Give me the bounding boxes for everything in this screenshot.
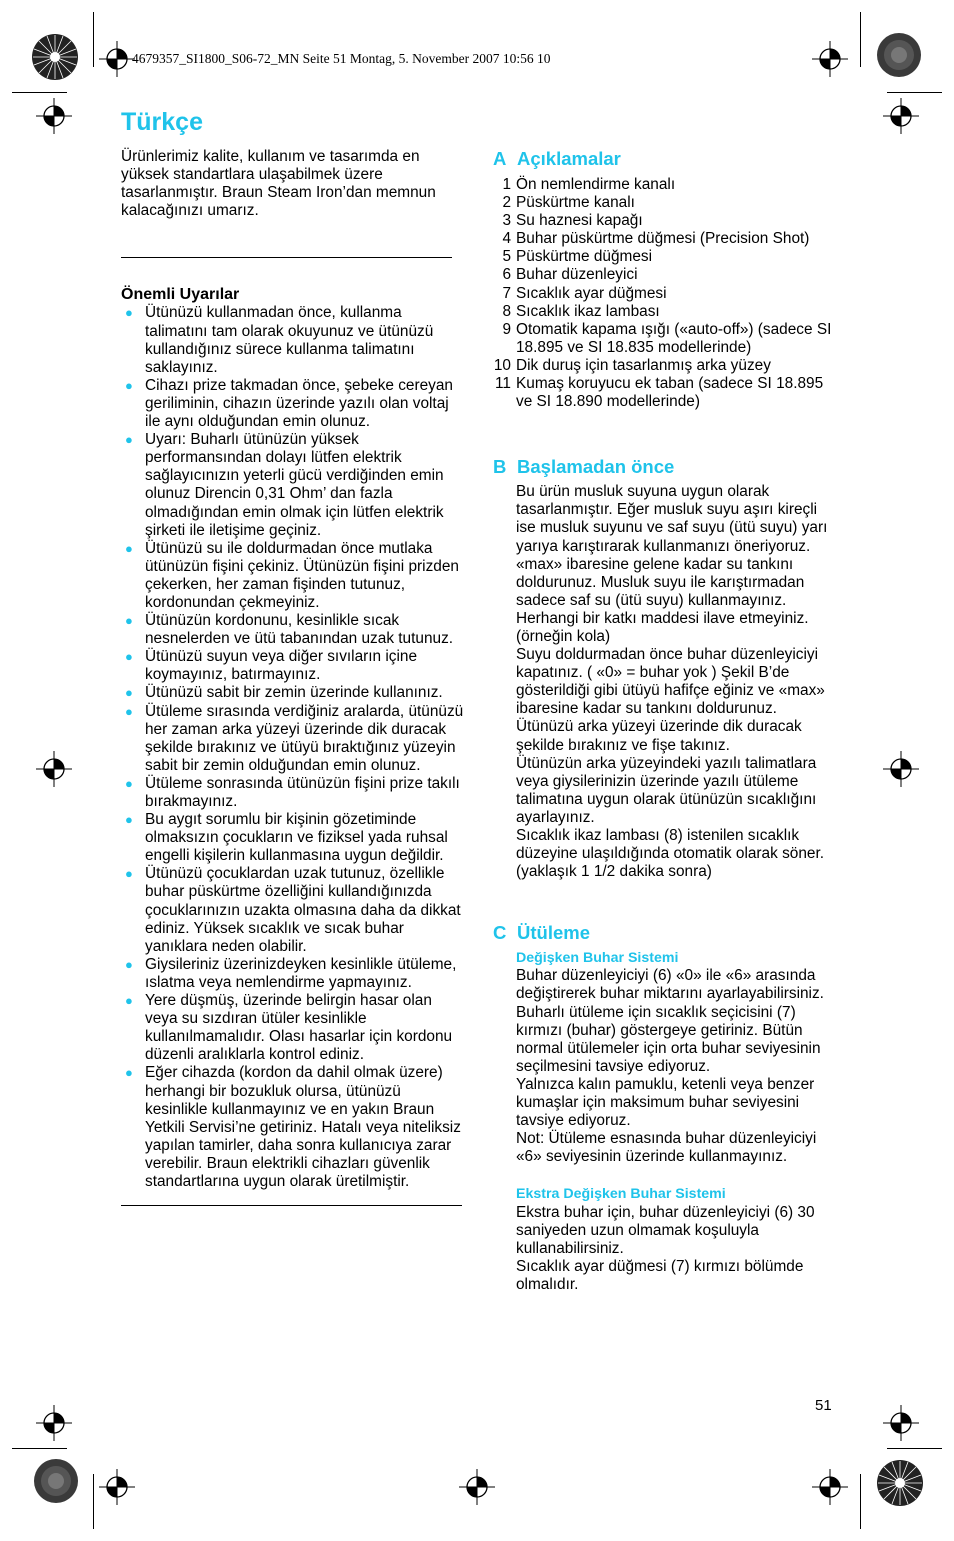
color-wheel-icon [30, 32, 80, 82]
registration-mark-icon [883, 98, 919, 134]
bullet-icon: ● [125, 1065, 133, 1081]
list-item: 4 Buhar püskürtme düğmesi (Precision Shot) [502, 230, 810, 248]
divider [121, 1205, 462, 1206]
list-item: ● Ütünüzü suyun veya diğer sıvıların içine koymayınız, batırmayınız. [125, 648, 418, 684]
list-item: 3 Su haznesi kapağı [502, 212, 643, 230]
registration-mark-icon [883, 751, 919, 787]
paragraph: Bu ürün musluk suyuna uygun olarak tasarlanmıştır. Eğer musluk suyu aşırı kireçli ise musluk suyunu ve saf suyu (ütü suyu) yarı yarıya karıştırarak kullanmanızı öneriyoruz. «max» ibaresine gelene kadar su tankını doldurunuz. Musluk suyu ile karıştırmadan sadece saf su (ütü suyu) kullanmayınız. Herhangi bir katkı maddesi ilave etmeyiniz. (örneğin kola) [516, 483, 828, 645]
bullet-icon: ● [125, 305, 133, 321]
section-b-body [493, 483, 838, 881]
page-title: Türkçe [121, 108, 203, 136]
warnings-list [121, 304, 466, 1191]
section-a-heading: A Açıklamalar [493, 148, 621, 169]
list-item: 11 Kumaş koruyucu ek taban (sadece SI 18.895 ve SI 18.890 modellerinde) [495, 375, 824, 411]
registration-mark-icon [36, 1405, 72, 1441]
bullet-icon: ● [125, 703, 133, 719]
paragraph: Suyu doldurmadan önce buhar düzenleyiciyi kapatınız. ( «0» = buhar yok ) Şekil B’de gösterildiği gibi ütüyü hafifçe eğiniz ve «max» ibaresine kadar su tankını doldurunuz. [516, 646, 825, 718]
section-c-heading: C Ütüleme [493, 922, 590, 944]
list-item: 2 Püskürtme kanalı [502, 194, 635, 212]
section-c-body [493, 949, 838, 1294]
list-item: ● Eğer cihazda (kordon da dahil olmak üzere) herhangi bir bozukluk olursa, ütünüzü kesinlikle kullanmayınız ve en yakın Braun Yetkili Servisi’ne getiriniz. Hatalı veya niteliksiz yapılan tamirler, daha sonra kullanıcıya zarar verebilir. Braun elektrikli cihazları güvenlik standartlarına uygun olarak üretilmiştir. [125, 1064, 461, 1190]
registration-mark-icon [883, 1405, 919, 1441]
list-item: ● Ütünüzü sabit bir zemin üzerinde kullanınız. [125, 684, 443, 702]
list-item: ● Bu aygıt sorumlu bir kişinin gözetiminde olmaksızın çocukların ve fiziksel yada ruhsal engelli kişilerin kullanmasına uygun değildir. [125, 811, 448, 865]
section-b-heading: B Başlamadan önce [493, 456, 675, 478]
paragraph: Sıcaklık ayar düğmesi (7) kırmızı bölümde olmalıdır. [516, 1257, 804, 1293]
list-item: ● Ütüleme sonrasında ütünüzün fişini prize takılı bırakmayınız. [125, 774, 460, 810]
list-item: 8 Sıcaklık ikaz lambası [502, 302, 660, 320]
right-column [493, 148, 838, 1294]
paragraph: Not: Ütüleme esnasında buhar düzenleyiciyi «6» seviyesinin üzerinde kullanmayınız. [516, 1130, 817, 1166]
bullet-icon: ● [125, 866, 133, 882]
warnings-heading: Önemli Uyarılar [121, 286, 240, 304]
list-item: 10 Dik duruş için tasarlanmış arka yüzey [493, 356, 771, 374]
list-item: 6 Buhar düzenleyici [502, 266, 638, 284]
paragraph: Buhar düzenleyiciyi (6) «0» ile «6» arasında değiştirerek buhar miktarını ayarlayabilirsiniz. Buharlı ütüleme için sıcaklık seçicisini (7) kırmızı (buhar) göstergeye getiriniz. Bütün normal ütülemeler için orta buhar seviyesinin seçilmesini tavsiye ediyoruz. [516, 967, 824, 1075]
bullet-icon: ● [125, 775, 133, 791]
list-item: ● Uyarı: Buharlı ütünüzün yüksek performansından dolayı lütfen elektrik sağlayıcınızın yeterli gücü verdiğinden emin olunuz Direncin 0,31 Ohm’ dan fazla olmadığından emin olmak için lütfen elektrik şirketi ile iletişime geçiniz. [125, 431, 444, 539]
list-item: 9 Otomatik kapama ışığı («auto-off») (sadece SI 18.895 ve SI 18.835 modellerinde) [502, 320, 832, 356]
registration-mark-icon [812, 41, 848, 77]
bullet-icon: ● [125, 993, 133, 1009]
registration-mark-icon [36, 751, 72, 787]
list-item: ● Giysileriniz üzerinizdeyken kesinlikle ütüleme, ıslatma veya nemlendirme yapmayınız. [125, 955, 457, 991]
bullet-icon: ● [125, 685, 133, 701]
list-item: ● Ütünüzün kordonunu, kesinlikle sıcak nesnelerden ve ütü tabanından uzak tutunuz. [125, 612, 454, 648]
bullet-icon: ● [125, 812, 133, 828]
color-wheel-icon [33, 1458, 79, 1504]
registration-mark-icon [459, 1469, 495, 1505]
page-number: 51 [815, 1397, 832, 1414]
registration-mark-icon [99, 1469, 135, 1505]
left-column [121, 148, 466, 1206]
paragraph: Ekstra buhar için, buhar düzenleyiciyi (6) 30 saniyeden uzun olmamak koşuluyla kullanabilirsiniz. [516, 1203, 815, 1257]
print-header: 4679357_SI1800_S06-72_MN Seite 51 Montag, 5. November 2007 10:56 10 [132, 51, 551, 66]
bullet-icon: ● [125, 540, 133, 556]
parts-list [493, 176, 838, 411]
subsection-heading: Ekstra Değişken Buhar Sistemi [516, 1186, 726, 1203]
subsection-heading: Değişken Buhar Sistemi [516, 950, 679, 967]
list-item: ● Ütünüzü çocuklardan uzak tutunuz, özellikle buhar püskürtme özelliğini kullandığınızda çocuklarınızın uzakta olmasına daha da dikkat ediniz. Yüksek sıcaklık ve sıcak buhar yanıklara neden olabilir. [125, 865, 461, 955]
list-item: 5 Püskürtme düğmesi [502, 248, 653, 266]
bullet-icon: ● [125, 956, 133, 972]
paragraph: Yalnızca kalın pamuklu, ketenli veya benzer kumaşlar için maksimum buhar seviyesini tavsiye ediyoruz. [516, 1075, 815, 1130]
color-wheel-icon [875, 1458, 925, 1508]
paragraph: Sıcaklık ikaz lambası (8) istenilen sıcaklık düzeyine ulaşıldığında otomatik olarak söner. (yaklaşık 1 1/2 dakika sonra) [516, 827, 825, 881]
list-item: ● Yere düşmüş, üzerinde belirgin hasar olan veya su sızdıran ütüler kesinlikle kullanılmamalıdır. Olası hasarlar için kordonu düzenli aralıklarla kontrol ediniz. [125, 992, 453, 1064]
registration-mark-icon [812, 1469, 848, 1505]
registration-mark-icon [99, 41, 135, 77]
divider [121, 257, 452, 258]
registration-mark-icon [36, 98, 72, 134]
list-item: ● Ütüleme sırasında verdiğiniz aralarda, ütünüzü her zaman arka yüzeyi üzerinde dik duracak şekilde bırakınız ve ütüyü bıraktığınız yüzeyin sabit bir zemin olduğundan emin olunuz. [125, 702, 464, 774]
intro-paragraph: Ürünlerimiz kalite, kullanım ve tasarımda en yüksek standartlara ulaşabilmek üzere tasarlanmıştır. Braun Steam Iron’dan memnun kalacağınızı umarız. [121, 148, 436, 220]
list-item: ● Cihazı prize takmadan önce, şebeke cereyan geriliminin, cihazın üzerinde yazılı olan voltaj ile aynı olduğundan emin olunuz. [125, 376, 453, 431]
bullet-icon: ● [125, 432, 133, 448]
list-item: 1 Ön nemlendirme kanalı [502, 176, 676, 193]
list-item: ● Ütünüzü kullanmadan önce, kullanma talimatını tam olarak okuyunuz ve ütünüzü kullandığınız sürece kullanma talimatını saklayınız. [125, 304, 434, 376]
paragraph: Ütünüzün arka yüzeyindeki yazılı talimatlara veya giysilerinizin üzerinde yazılı ütüleme talimatına uygun olarak ütünüzün sıcaklığını ayarlayınız. [516, 754, 817, 826]
bullet-icon: ● [125, 613, 133, 629]
bullet-icon: ● [125, 377, 133, 393]
color-wheel-icon [876, 32, 922, 78]
bullet-icon: ● [125, 649, 133, 665]
list-item: 7 Sıcaklık ayar düğmesi [502, 284, 667, 302]
list-item: ● Ütünüzü su ile doldurmadan önce mutlaka ütünüzün fişini çekiniz. Ütünüzün fişini prizden çekerken, her zaman fişinden tutunuz, kordonundan çekmeyiniz. [125, 539, 459, 611]
paragraph: Ütünüzü arka yüzeyi üzerinde dik duracak şekilde bırakınız ve fişe takınız. [516, 718, 802, 754]
